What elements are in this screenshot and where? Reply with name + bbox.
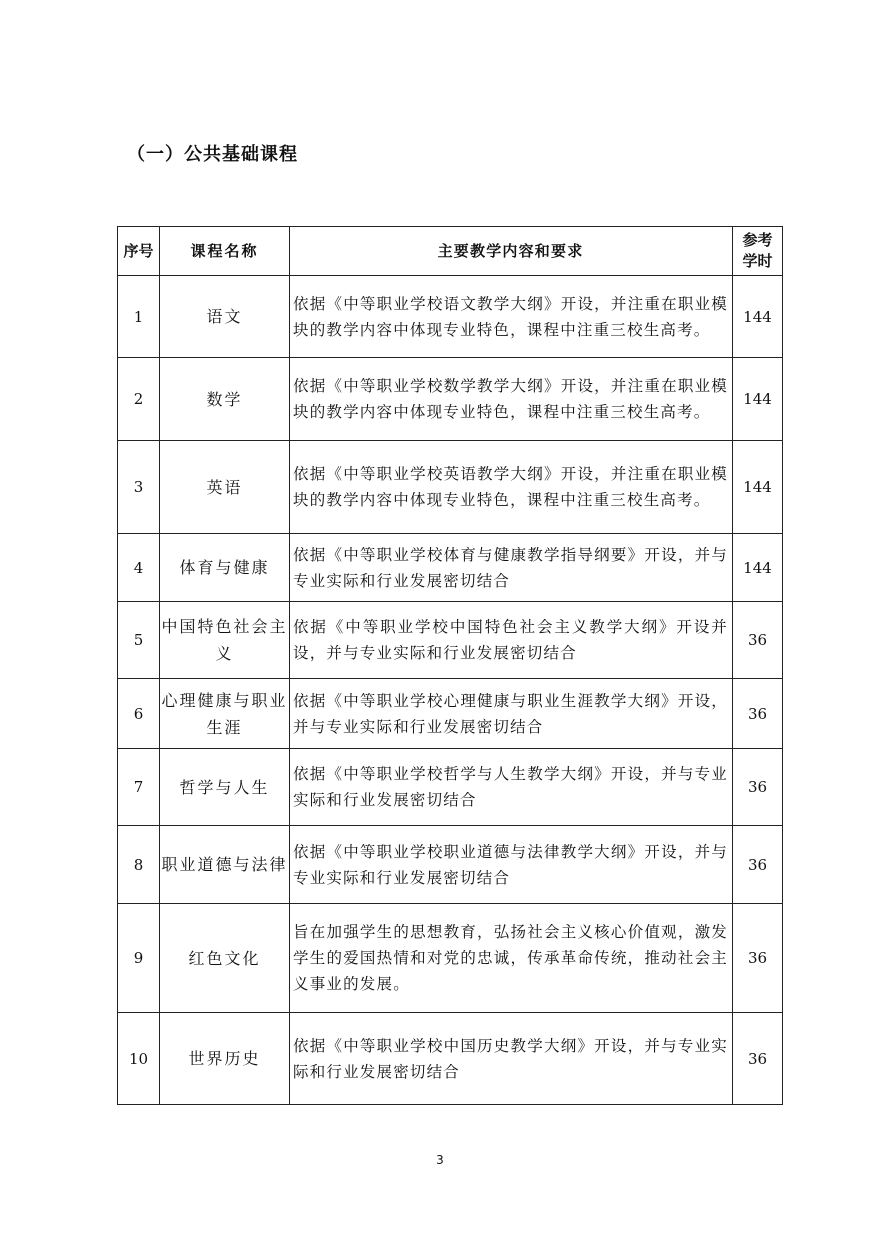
cell-no: 1 xyxy=(118,276,160,358)
cell-no: 4 xyxy=(118,534,160,602)
table-header-row xyxy=(118,227,783,276)
table-row xyxy=(118,679,783,749)
section-title: （一）公共基础课程 xyxy=(127,144,298,165)
header-hours-line1: 参考 xyxy=(742,231,773,249)
cell-content: 依据《中等职业学校职业道德与法律教学大纲》开设，并与专业实际和行业发展密切结合 xyxy=(290,826,733,904)
cell-hours: 36 xyxy=(733,1013,783,1105)
cell-name: 英语 xyxy=(160,441,290,534)
cell-no: 9 xyxy=(118,904,160,1013)
cell-hours: 36 xyxy=(733,904,783,1013)
table-row xyxy=(118,441,783,534)
cell-content: 依据《中等职业学校语文教学大纲》开设，并注重在职业模块的教学内容中体现专业特色，课程中注重三校生高考。 xyxy=(290,276,733,358)
cell-hours: 144 xyxy=(733,276,783,358)
page-number: 3 xyxy=(436,1153,444,1167)
header-name: 课程名称 xyxy=(160,227,290,276)
table-row xyxy=(118,534,783,602)
cell-no: 3 xyxy=(118,441,160,534)
cell-name: 红色文化 xyxy=(160,904,290,1013)
cell-hours: 36 xyxy=(733,749,783,826)
cell-hours: 36 xyxy=(733,679,783,749)
cell-name: 世界历史 xyxy=(160,1013,290,1105)
cell-hours: 36 xyxy=(733,826,783,904)
header-content: 主要教学内容和要求 xyxy=(290,227,733,276)
cell-name: 心理健康与职业生涯 xyxy=(160,679,290,749)
cell-content: 依据《中等职业学校中国历史教学大纲》开设，并与专业实际和行业发展密切结合 xyxy=(290,1013,733,1105)
cell-content: 依据《中等职业学校数学教学大纲》开设，并注重在职业模块的教学内容中体现专业特色，课程中注重三校生高考。 xyxy=(290,358,733,441)
table-row xyxy=(118,826,783,904)
header-hours-line2: 学时 xyxy=(742,252,773,270)
table-row xyxy=(118,904,783,1013)
cell-no: 2 xyxy=(118,358,160,441)
table-row xyxy=(118,276,783,358)
cell-content: 依据《中等职业学校英语教学大纲》开设，并注重在职业模块的教学内容中体现专业特色，课程中注重三校生高考。 xyxy=(290,441,733,534)
cell-no: 7 xyxy=(118,749,160,826)
cell-no: 5 xyxy=(118,602,160,679)
cell-name: 语文 xyxy=(160,276,290,358)
cell-hours: 144 xyxy=(733,441,783,534)
table-row xyxy=(118,602,783,679)
cell-name: 哲学与人生 xyxy=(160,749,290,826)
table-row xyxy=(118,749,783,826)
cell-content: 旨在加强学生的思想教育，弘扬社会主义核心价值观，激发学生的爱国热情和对党的忠诚，传承革命传统，推动社会主义事业的发展。 xyxy=(290,904,733,1013)
table-row xyxy=(118,358,783,441)
course-table xyxy=(117,226,783,1105)
cell-name: 中国特色社会主义 xyxy=(160,602,290,679)
cell-no: 8 xyxy=(118,826,160,904)
header-hours xyxy=(733,227,783,276)
table-row xyxy=(118,1013,783,1105)
cell-name: 体育与健康 xyxy=(160,534,290,602)
header-no: 序号 xyxy=(118,227,160,276)
cell-hours: 144 xyxy=(733,534,783,602)
cell-content: 依据《中等职业学校心理健康与职业生涯教学大纲》开设，并与专业实际和行业发展密切结合 xyxy=(290,679,733,749)
cell-content: 依据《中等职业学校体育与健康教学指导纲要》开设，并与专业实际和行业发展密切结合 xyxy=(290,534,733,602)
cell-name: 数学 xyxy=(160,358,290,441)
cell-no: 6 xyxy=(118,679,160,749)
cell-hours: 144 xyxy=(733,358,783,441)
cell-hours: 36 xyxy=(733,602,783,679)
cell-name: 职业道德与法律 xyxy=(160,826,290,904)
cell-content: 依据《中等职业学校哲学与人生教学大纲》开设，并与专业实际和行业发展密切结合 xyxy=(290,749,733,826)
cell-no: 10 xyxy=(118,1013,160,1105)
cell-content: 依据《中等职业学校中国特色社会主义教学大纲》开设并设，并与专业实际和行业发展密切结合 xyxy=(290,602,733,679)
